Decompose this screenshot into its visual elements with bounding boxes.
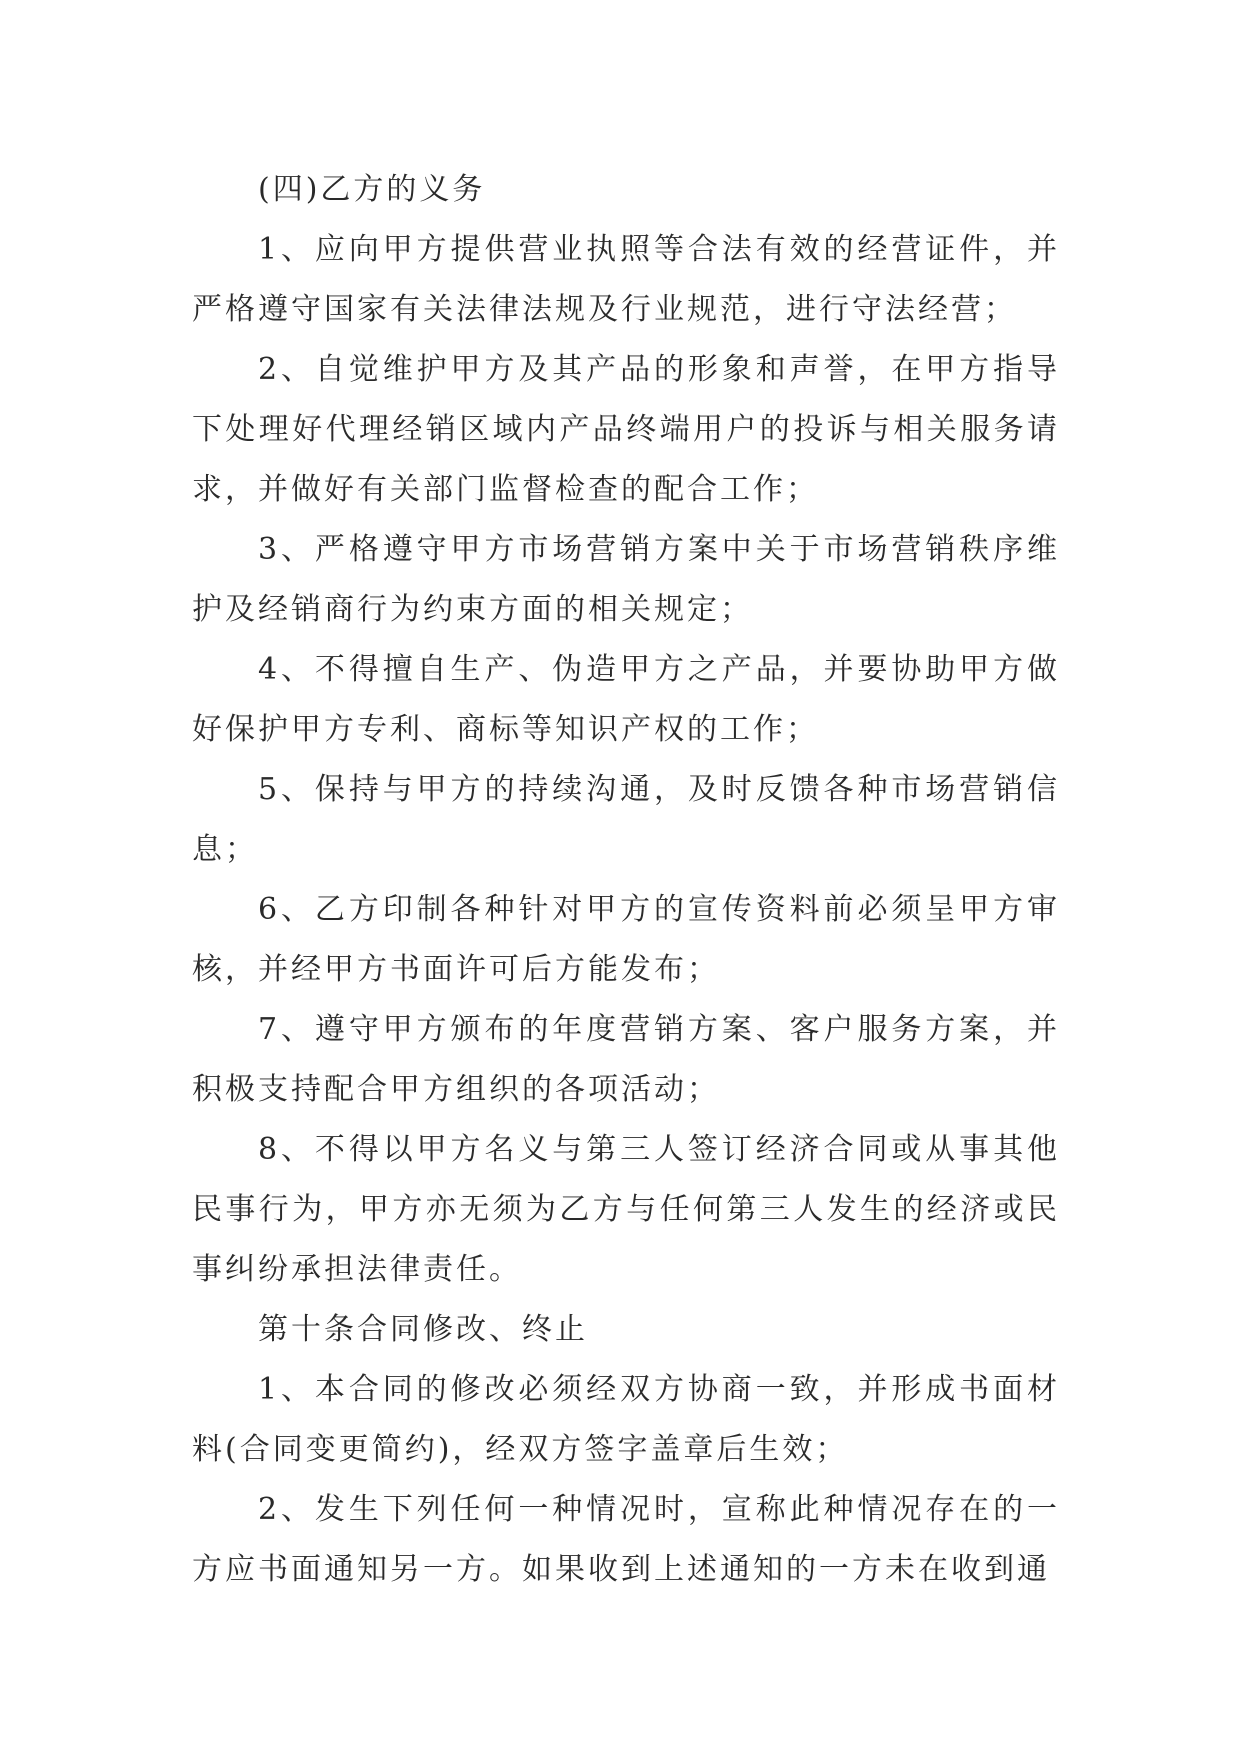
obligation-item-5: 5、保持与甲方的持续沟通，及时反馈各种市场营销信息； (192, 772, 1060, 867)
obligation-item-1: 1、应向甲方提供营业执照等合法有效的经营证件，并严格遵守国家有关法律法规及行业规范，进行守法经营； (192, 232, 1060, 327)
article-ten-heading: 第十条合同修改、终止 (258, 1312, 588, 1347)
obligation-item-7: 7、遵守甲方颁布的年度营销方案、客户服务方案，并积极支持配合甲方组织的各项活动； (192, 1012, 1060, 1107)
section-heading-party-b-obligations: (四)乙方的义务 (258, 172, 486, 207)
document-body (192, 160, 1060, 1600)
obligation-item-8: 8、不得以甲方名义与第三人签订经济合同或从事其他民事行为，甲方亦无须为乙方与任何第三人发生的经济或民事纠纷承担法律责任。 (192, 1132, 1060, 1287)
article-ten-item-2: 2、发生下列任何一种情况时，宣称此种情况存在的一方应书面通知另一方。如果收到上述通知的一方未在收到通 (192, 1492, 1060, 1587)
obligation-item-6: 6、乙方印制各种针对甲方的宣传资料前必须呈甲方审核，并经甲方书面许可后方能发布； (192, 892, 1060, 987)
obligation-item-2: 2、自觉维护甲方及其产品的形象和声誉，在甲方指导下处理好代理经销区域内产品终端用户的投诉与相关服务请求，并做好有关部门监督检查的配合工作； (192, 352, 1060, 507)
article-ten-item-1: 1、本合同的修改必须经双方协商一致，并形成书面材料(合同变更简约)，经双方签字盖章后生效； (192, 1372, 1060, 1467)
obligation-item-3: 3、严格遵守甲方市场营销方案中关于市场营销秩序维护及经销商行为约束方面的相关规定； (192, 532, 1060, 627)
obligation-item-4: 4、不得擅自生产、伪造甲方之产品，并要协助甲方做好保护甲方专利、商标等知识产权的工作； (192, 652, 1060, 747)
